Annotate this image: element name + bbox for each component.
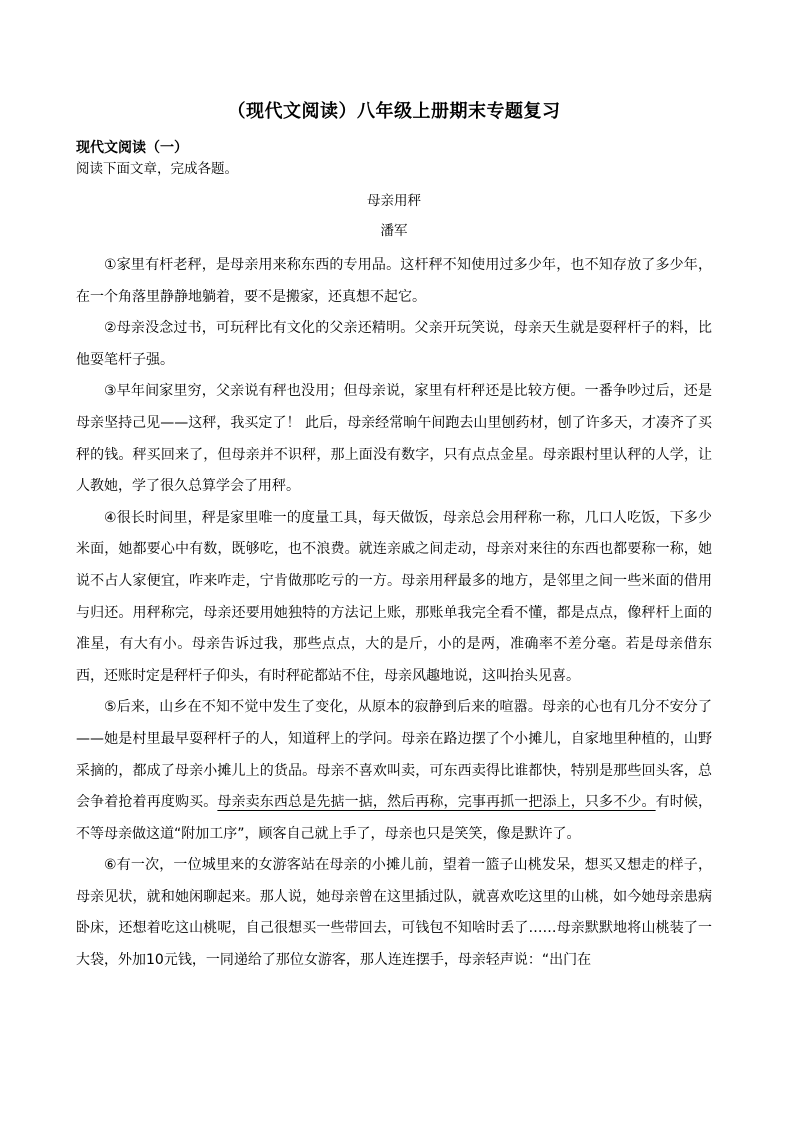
paragraph-5-underlined-sentence: 母亲卖东西总是先掂一掂，然后再称，完事再抓一把添上，只多不少。 <box>217 794 656 811</box>
paragraph-5 <box>76 692 712 850</box>
document-page <box>76 100 712 977</box>
paragraph-1: ①家里有杆老秤，是母亲用来称东西的专用品。这杆秤不知使用过多少年，也不知存放了多少年，在一个角落里静静地躺着，要不是搬家，还真想不起它。 <box>76 257 712 305</box>
document-title: （现代文阅读）八年级上册期末专题复习 <box>227 101 561 122</box>
paragraph-4: ④很长时间里，秤是家里唯一的度量工具，每天做饭，母亲总会用秤称一称，几口人吃饭，下多少米面，她都要心中有数，既够吃，也不浪费。就连亲戚之间走动，母亲对来往的东西也都要称一称，她说不占人家便宜，咋来咋走，宁肯做那吃亏的一方。母亲用秤最多的地方，是邻里之间一些米面的借用与归还。用秤称完，母亲还要用她独特的方法记上账，那账单我完全看不懂，都是点点，像秤杆上面的准星，有大有小。母亲告诉过我，那些点点，大的是斤，小的是两，准确率不差分毫。若是母亲借东西，还账时定是秤杆子仰头，有时秤砣都站不住，母亲风趣地说，这叫抬头见喜。 <box>76 509 712 684</box>
instruction-text: 阅读下面文章，完成各题。 <box>76 161 238 177</box>
paragraph-6: ⑥有一次，一位城里来的女游客站在母亲的小摊儿前，望着一篮子山桃发呆，想买又想走的样子，母亲见状，就和她闲聊起来。那人说，她母亲曾在这里插过队，就喜欢吃这里的山桃，如今她母亲患病卧床，还想着吃这山桃呢，自己很想买一些带回去，可钱包不知啥时丢了……母亲默默地将山桃装了一大袋，外加10元钱，一同递给了那位女游客，那人连连摆手，母亲轻声说：“出门在 <box>76 857 712 969</box>
paragraph-3: ③早年间家里穷，父亲说有秤也没用；但母亲说，家里有杆秤还是比较方便。一番争吵过后，还是母亲坚持己见——这秤，我买定了！ 此后，母亲经常晌午间跑去山里刨药材，刨了许多天，才凑齐了买秤的钱。秤买回来了，但母亲并不识秤，那上面没有数字，只有点点金星。母亲跟村里认秤的人学，让人教她，学了很久总算学会了用秤。 <box>76 383 712 495</box>
paragraph-2: ②母亲没念过书，可玩秤比有文化的父亲还精明。父亲开玩笑说，母亲天生就是耍秤杆子的料，比他耍笔杆子强。 <box>76 320 712 368</box>
article-title: 母亲用秤 <box>367 193 421 209</box>
paragraph-5-text-before: ⑤后来，山乡在不知不觉中发生了变化，从原本的寂静到后来的喧嚣。母亲的心也有几分不安分了——她是村里最早耍秤杆子的人，知道秤上的学问。母亲在路边摆了个小摊儿，自家地里种植的，山野采摘的，都成了母亲小摊儿上的货品。母亲不喜欢叫卖，可东西卖得比谁都快，特别是那些回头客，总会争着抢着再度购买。 <box>76 699 712 811</box>
section-heading: 现代文阅读（一） <box>76 140 188 156</box>
paragraph-5-text-after: 有时候，不等母亲做这道“附加工序”，顾客自己就上手了，母亲也只是笑笑，像是默许了。 <box>76 794 713 842</box>
article-author: 潘军 <box>380 223 408 239</box>
